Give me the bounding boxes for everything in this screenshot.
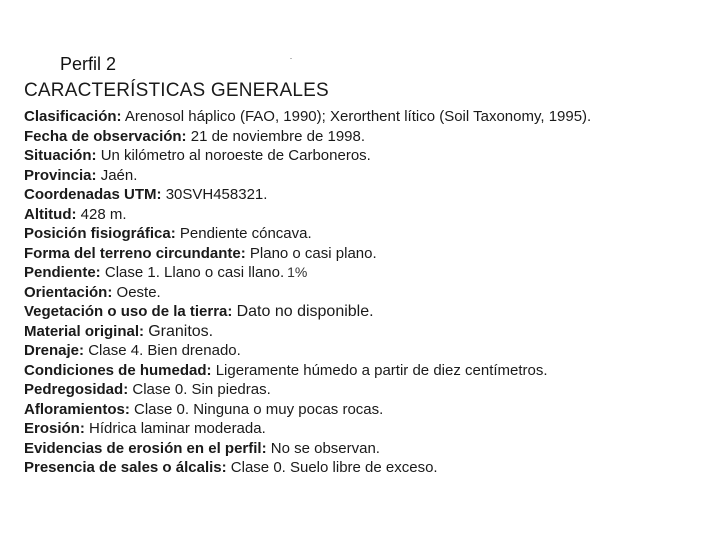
row-material bbox=[24, 322, 714, 342]
row-pendiente bbox=[24, 263, 714, 283]
row-posicion bbox=[24, 224, 714, 244]
row-value: Clase 1. Llano o casi llano. bbox=[104, 264, 285, 281]
row-value: Jaén. bbox=[100, 166, 138, 184]
row-extra: 1% bbox=[287, 264, 308, 280]
row-provincia bbox=[24, 166, 714, 186]
row-value: Clase 0. Suelo libre de exceso. bbox=[230, 459, 438, 476]
row-label: Orientación: bbox=[24, 283, 113, 301]
row-situacion bbox=[24, 146, 714, 166]
row-evidencias bbox=[24, 439, 714, 459]
row-label: Material original: bbox=[24, 322, 145, 340]
row-value: 428 m. bbox=[80, 205, 127, 223]
scan-speck bbox=[290, 58, 292, 59]
row-value: Clase 0. Ninguna o muy pocas rocas. bbox=[134, 400, 384, 418]
row-label: Erosión: bbox=[24, 420, 85, 437]
row-label: Afloramientos: bbox=[24, 400, 130, 418]
row-value: Dato no disponible. bbox=[236, 303, 374, 320]
row-sales bbox=[24, 458, 714, 478]
row-label: Condiciones de humedad: bbox=[24, 361, 212, 379]
row-label: Presencia de sales o álcalis: bbox=[24, 459, 227, 476]
row-coordenadas bbox=[24, 185, 714, 205]
row-label: Provincia: bbox=[24, 166, 97, 184]
row-value: Clase 0. Sin piedras. bbox=[132, 381, 271, 398]
section-heading: CARACTERÍSTICAS GENERALES bbox=[24, 80, 329, 101]
row-label: Situación: bbox=[24, 147, 97, 164]
row-orientacion bbox=[24, 283, 714, 303]
row-pedregosidad bbox=[24, 380, 714, 400]
row-label: Drenaje: bbox=[24, 342, 85, 359]
row-fecha bbox=[24, 127, 714, 147]
row-value: Arenosol háplico (FAO, 1990); Xerorthent lítico (Soil Taxonomy, 1995). bbox=[124, 108, 592, 125]
row-vegetacion bbox=[24, 302, 714, 322]
row-value: Clase 4. Bien drenado. bbox=[88, 342, 241, 359]
row-value: Plano o casi plano. bbox=[249, 244, 377, 262]
row-value: No se observan. bbox=[270, 439, 380, 457]
row-clasificacion bbox=[24, 107, 714, 127]
row-value: Ligeramente húmedo a partir de diez centímetros. bbox=[215, 361, 548, 379]
row-label: Pedregosidad: bbox=[24, 381, 129, 398]
row-label: Coordenadas UTM: bbox=[24, 186, 162, 203]
row-label: Forma del terreno circundante: bbox=[24, 244, 246, 262]
row-humedad bbox=[24, 361, 714, 381]
row-label: Posición fisiográfica: bbox=[24, 225, 176, 242]
row-altitud bbox=[24, 205, 714, 225]
row-value: 21 de noviembre de 1998. bbox=[190, 127, 366, 145]
row-value: Hídrica laminar moderada. bbox=[89, 420, 266, 437]
row-drenaje bbox=[24, 341, 714, 361]
row-value: Un kilómetro al noroeste de Carboneros. bbox=[100, 147, 371, 164]
row-value: Oeste. bbox=[116, 283, 161, 301]
row-label: Fecha de observación: bbox=[24, 127, 187, 145]
row-value: Pendiente cóncava. bbox=[179, 225, 312, 242]
row-erosion bbox=[24, 419, 714, 439]
row-label: Evidencias de erosión en el perfil: bbox=[24, 439, 267, 457]
row-forma bbox=[24, 244, 714, 264]
row-value: 30SVH458321. bbox=[165, 186, 268, 203]
row-label: Altitud: bbox=[24, 205, 77, 223]
profile-title: Perfil 2 bbox=[60, 54, 117, 74]
characteristics-list bbox=[24, 107, 714, 478]
row-label: Clasificación: bbox=[24, 108, 122, 125]
row-afloramientos bbox=[24, 400, 714, 420]
row-value: Granitos. bbox=[148, 322, 214, 340]
row-label: Pendiente: bbox=[24, 264, 101, 281]
row-label: Vegetación o uso de la tierra: bbox=[24, 303, 233, 320]
